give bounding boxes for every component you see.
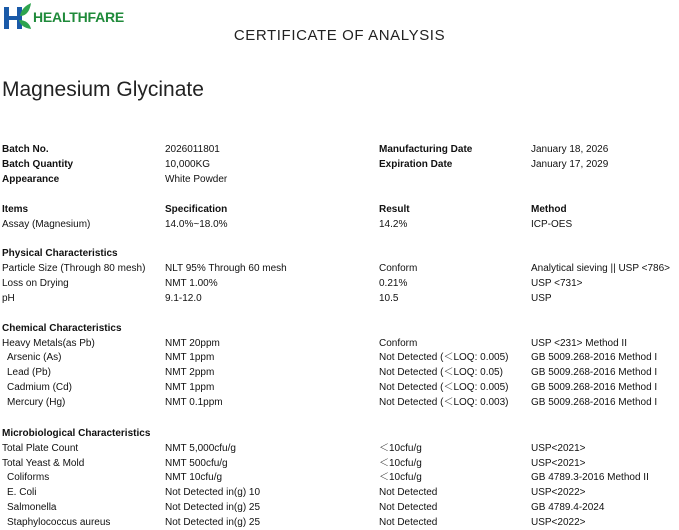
result-cell: ＜10cfu/g — [379, 458, 422, 469]
item-cell: Staphylococcus aureus — [7, 517, 111, 528]
table-row — [0, 515, 679, 530]
spec-cell: NMT 10cfu/g — [165, 472, 223, 483]
item-cell: Lead (Pb) — [7, 367, 51, 378]
mfg-date-value: January 18, 2026 — [531, 144, 609, 155]
method-cell: USP<2022> — [531, 517, 586, 528]
result-cell: Conform — [379, 263, 418, 274]
batch-no-row — [0, 142, 679, 157]
result-cell: Not Detected — [379, 517, 438, 528]
col-result: Result — [379, 204, 410, 215]
spec-cell: NMT 20ppm — [165, 338, 220, 349]
product-name: Magnesium Glycinate — [2, 78, 204, 101]
method-cell: USP<2021> — [531, 443, 586, 454]
item-cell: Arsenic (As) — [7, 352, 62, 363]
mfg-date-label: Manufacturing Date — [379, 144, 473, 155]
item-cell: Heavy Metals(as Pb) — [2, 338, 95, 349]
batch-qty-row — [0, 157, 679, 172]
result-cell: Not Detected — [379, 487, 438, 498]
spec-cell: NMT 1ppm — [165, 352, 215, 363]
table-row — [0, 470, 679, 485]
method-cell: USP <231> Method II — [531, 338, 627, 349]
batch-qty-value: 10,000KG — [165, 159, 211, 170]
assay-item: Assay (Magnesium) — [2, 219, 91, 230]
document-title: CERTIFICATE OF ANALYSIS — [233, 27, 446, 44]
method-cell: GB 4789.3-2016 Method II — [531, 472, 649, 483]
spec-cell: NLT 95% Through 60 mesh — [165, 263, 287, 274]
method-cell: USP<2022> — [531, 487, 586, 498]
spec-cell: Not Detected in(g) 25 — [165, 517, 261, 528]
table-row — [0, 380, 679, 395]
table-row — [0, 441, 679, 456]
result-cell: Not Detected (＜LOQ: 0.05) — [379, 367, 503, 378]
method-cell: GB 5009.268-2016 Method I — [531, 397, 658, 408]
result-cell: Not Detected — [379, 502, 438, 513]
item-cell: Total Yeast & Mold — [2, 458, 85, 469]
item-cell: E. Coli — [7, 487, 37, 498]
spec-cell: NMT 5,000cfu/g — [165, 443, 236, 454]
table-row — [0, 485, 679, 500]
method-cell: GB 5009.268-2016 Method I — [531, 367, 658, 378]
table-row — [0, 336, 679, 351]
result-cell: Not Detected (＜LOQ: 0.005) — [379, 382, 509, 393]
assay-result: 14.2% — [379, 219, 408, 230]
method-cell: GB 5009.268-2016 Method I — [531, 382, 658, 393]
table-row — [0, 276, 679, 291]
item-cell: Loss on Drying — [2, 278, 69, 289]
spec-cell: NMT 1.00% — [165, 278, 218, 289]
method-cell: USP — [531, 293, 552, 304]
batch-no-label: Batch No. — [2, 144, 49, 155]
spec-cell: NMT 500cfu/g — [165, 458, 228, 469]
table-row — [0, 500, 679, 515]
physical-section-title: Physical Characteristics — [2, 248, 118, 259]
method-cell: GB 5009.268-2016 Method I — [531, 352, 658, 363]
table-row — [0, 365, 679, 380]
appearance-label: Appearance — [2, 174, 60, 185]
item-cell: Coliforms — [7, 472, 50, 483]
result-cell: Not Detected (＜LOQ: 0.003) — [379, 397, 509, 408]
spec-cell: Not Detected in(g) 10 — [165, 487, 261, 498]
appearance-value: White Powder — [165, 174, 228, 185]
table-row — [0, 395, 679, 410]
table-row — [0, 291, 679, 306]
chemical-section-title: Chemical Characteristics — [2, 323, 122, 334]
table-row — [0, 456, 679, 471]
spec-cell: NMT 0.1ppm — [165, 397, 223, 408]
item-cell: Cadmium (Cd) — [7, 382, 73, 393]
item-cell: Mercury (Hg) — [7, 397, 66, 408]
result-cell: 0.21% — [379, 278, 408, 289]
result-cell: Not Detected (＜LOQ: 0.005) — [379, 352, 509, 363]
result-cell: ＜10cfu/g — [379, 472, 422, 483]
method-cell: USP <731> — [531, 278, 583, 289]
assay-method: ICP-OES — [531, 219, 573, 230]
item-cell: Particle Size (Through 80 mesh) — [2, 263, 146, 274]
appearance-row — [0, 172, 679, 187]
method-cell: Analytical sieving || USP <786> — [531, 263, 670, 274]
result-cell: Conform — [379, 338, 418, 349]
brand-name: HEALTHFARE — [33, 9, 125, 25]
spec-cell: NMT 1ppm — [165, 382, 215, 393]
spec-cell: 9.1-12.0 — [165, 293, 202, 304]
exp-date-label: Expiration Date — [379, 159, 453, 170]
spec-cell: Not Detected in(g) 25 — [165, 502, 261, 513]
item-cell: pH — [2, 293, 15, 304]
column-headers — [0, 202, 679, 217]
col-items: Items — [2, 204, 29, 215]
batch-no-value: 2026011801 — [165, 144, 220, 155]
method-cell: USP<2021> — [531, 458, 586, 469]
batch-qty-label: Batch Quantity — [2, 159, 74, 170]
col-spec: Specification — [165, 204, 228, 215]
result-cell: ＜10cfu/g — [379, 443, 422, 454]
spec-cell: NMT 2ppm — [165, 367, 215, 378]
item-cell: Total Plate Count — [2, 443, 79, 454]
assay-spec: 14.0%~18.0% — [165, 219, 228, 230]
table-row — [0, 350, 679, 365]
micro-section-title: Microbiological Characteristics — [2, 428, 151, 439]
result-cell: 10.5 — [379, 293, 399, 304]
assay-row — [0, 217, 679, 232]
item-cell: Salmonella — [7, 502, 57, 513]
table-row — [0, 261, 679, 276]
col-method: Method — [531, 204, 567, 215]
exp-date-value: January 17, 2029 — [531, 159, 609, 170]
method-cell: GB 4789.4-2024 — [531, 502, 605, 513]
